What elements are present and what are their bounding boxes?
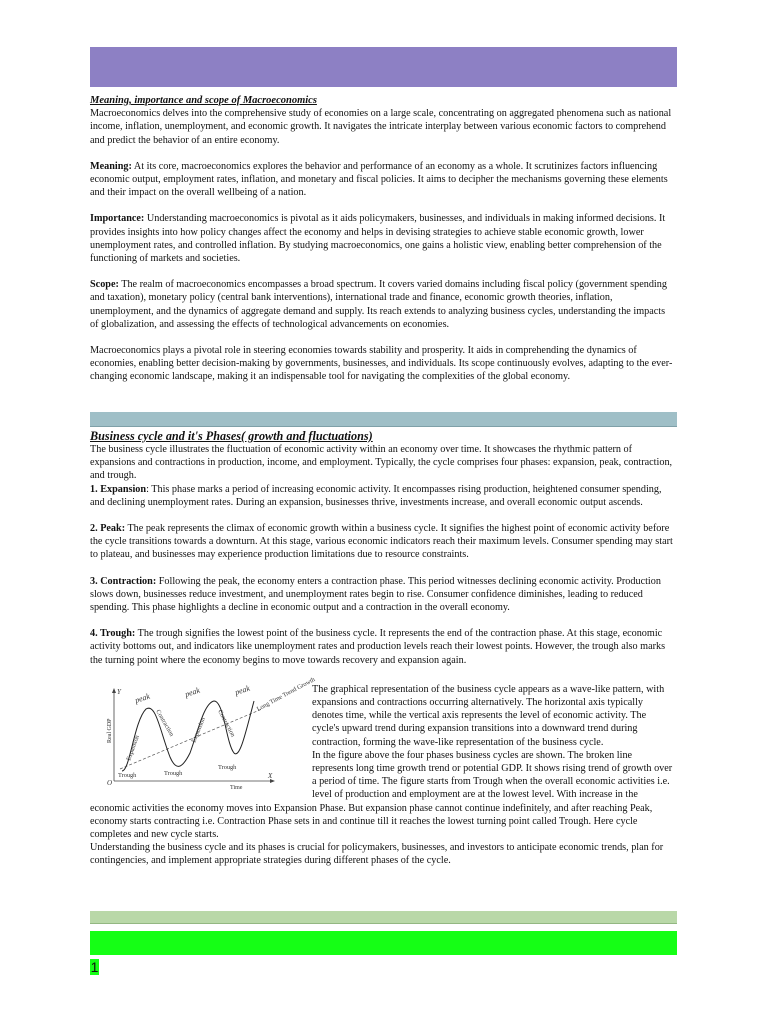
section2-intro: The business cycle illustrates the fluctuation of economic activity within an economy over time. It showcases the rhythmic pattern of expansions and contractions in production, income, and employment. Typically, the cycle comprises four phases: expansion, peak, contraction, and trough.: [90, 444, 673, 482]
expansion-text: : This phase marks a period of increasing economic activity. It encompasses rising production, heightened consumer spending, and declining unemployment rates. During an expansion, businesses thrive, investments increase, and overall economic output ascends.: [90, 483, 662, 508]
trough-label: 4. Trough:: [90, 628, 136, 640]
section1-closing: Macroeconomics plays a pivotal role in steering economies towards stability and prosperity. It aids in comprehending the dynamics of economies, enabling better decision-making by governments, businesses, and individuals. Its scope continuously evolves, adapting to the ever-changing economic landscape, making it an indispensable tool for navigating the complexities of the global economy.: [90, 345, 673, 383]
trough-text: The trough signifies the lowest point of the business cycle. It represents the end of the contraction phase. At this stage, economic activity bottoms out, and indicators like unemployment rates and production levels reach their lowest points. However, the trough also marks the turning point where the economy begins to move towards recovery and expansion again.: [90, 628, 666, 666]
section2-title: Business cycle and it's Phases( growth and fluctuations): [90, 429, 373, 443]
contraction-text: Following the peak, the economy enters a contraction phase. This period witnesses declining economic activity. Production slows down, businesses reduce investment, and unemployment rates begin to rise. Consumer confidence diminishes, leading to reduced spending. This phase highlights a decline in economic output and a contraction in the overall economy.: [90, 575, 661, 614]
peak-text: The peak represents the climax of economic growth within a business cycle. It signifies the highest point of economic activity before the cycle transitions towards a downturn. At this stage, various economic indicators reach their maximum levels. Consumer spending may start to plateau, and businesses may experience production limitations due to resource constraints.: [90, 523, 673, 561]
meaning-label: Meaning:: [90, 160, 132, 172]
contraction-label-2: Contraction: [216, 708, 237, 739]
importance-paragraph: [90, 212, 675, 265]
expansion-label: 1. Expansion: [90, 483, 147, 495]
business-cycle-diagram: [90, 675, 317, 793]
meaning-text: At its core, macroeconomics explores the behavior and performance of an economy as a whole. It scrutinizes factors influencing economic output, employment rates, inflation, and monetary and fiscal policies. It aims to decipher the mechanisms governing these elements and their impact on the overall wellbeing of a nation.: [90, 160, 668, 199]
y-axis-label: Real GDP: [107, 718, 113, 743]
peak-paragraph: [90, 522, 675, 562]
meaning-paragraph: [90, 160, 675, 200]
section2-conclusion: Understanding the business cycle and its phases is crucial for policymakers, businesses, and investors to anticipate economic trends, plan for contingencies, and implement appropriate strategies during different phases of the cycle.: [90, 842, 664, 867]
x-arrow-label: X: [268, 771, 273, 780]
footer-band: [90, 931, 677, 955]
trend-label: Long Time Trend Growth: [255, 675, 317, 713]
header-band: [90, 47, 677, 87]
expansion-paragraph: [90, 483, 675, 509]
expansion-label-2: Expansion: [190, 716, 207, 744]
section1-intro: Macroeconomics delves into the comprehensive study of economies on a large scale, concentrating on aggregated phenomena such as national income, inflation, unemployment, and economic growth. It navigates the intricate interplay between various economic factors to comprehend and predict the behavior of an entire economy.: [90, 108, 672, 146]
graph-paragraph-2: In the figure above the four phases business cycles are shown. The broken line represents long time growth trend or potential GDP. It shows rising trend of growth over a period of time. The figure starts from Trough when the overall economic activities i.e. level of production and employment are at the lowest level. With increase in the economic activities the economy moves into Expansion Phase. But expansion phase cannot continue indefinitely, and after reaching Peak, economy starts contracting i.e. Contraction Phase sets in and continue till it reaches the lowest turning point called Trough. Here cycle completes and new cycle starts.: [90, 749, 673, 841]
graph-paragraph-1: The graphical representation of the business cycle appears as a wave-like pattern, with expansions and contractions occurring alternatively. The horizontal axis typically denotes time, while the vertical axis represents the level of economic activity. The cycle's upward trend during expansion transitions into a downward trend during contraction, forming the wave-like representation of the business cycle.: [312, 683, 665, 748]
peak-label: 2. Peak:: [90, 523, 126, 535]
scope-text: The realm of macroeconomics encompasses a broad spectrum. It covers varied domains including fiscal policy (government spending and taxation), monetary policy (central bank interventions), international trade and finance, economic growth theories, inflation, unemployment, and the dynamics of aggregate demand and supply. Its reach extends to analyzing business cycles, understanding the impacts of globalization, and assessing the effects of technological advancements on economies.: [90, 279, 667, 330]
trough-label-3: Trough: [218, 763, 237, 771]
contraction-label: 3. Contraction:: [90, 575, 157, 587]
expansion-label-1: Expansion: [125, 734, 141, 762]
page-number: 1: [90, 959, 99, 975]
section-divider: [90, 412, 677, 427]
section1-title: Meaning, importance and scope of Macroeconomics: [90, 95, 317, 106]
x-axis-label: Time: [230, 784, 243, 791]
section-macroeconomics: [90, 94, 675, 384]
trough-label-1: Trough: [118, 771, 137, 779]
y-axis-arrow: [112, 688, 116, 693]
trough-label-2: Trough: [164, 769, 183, 777]
origin-label: O: [107, 778, 113, 787]
y-arrow-label: Y: [117, 687, 121, 696]
scope-paragraph: [90, 278, 675, 331]
scope-label: Scope:: [90, 279, 119, 291]
importance-text: Understanding macroeconomics is pivotal as it aids policymakers, businesses, and individuals in making informed decisions. It provides insights into how policy changes affect the economy and helps in devising strategies to achieve stable economic growth, lower unemployment rates, and controlled inflation. By studying macroeconomics, one gains a holistic view, enabling better comprehension of the functioning of markets and societies.: [90, 213, 666, 265]
peak-label-2: peak: [183, 685, 201, 699]
importance-label: Importance:: [90, 213, 145, 225]
trough-paragraph: [90, 627, 675, 667]
section-business-cycle: [90, 429, 675, 868]
peak-label-3: peak: [233, 683, 251, 697]
footer-divider: [90, 911, 677, 924]
business-cycle-figure: [90, 675, 317, 793]
contraction-label-1: Contraction: [154, 708, 176, 738]
peak-label-1: peak: [133, 691, 151, 705]
contraction-paragraph: [90, 575, 675, 615]
